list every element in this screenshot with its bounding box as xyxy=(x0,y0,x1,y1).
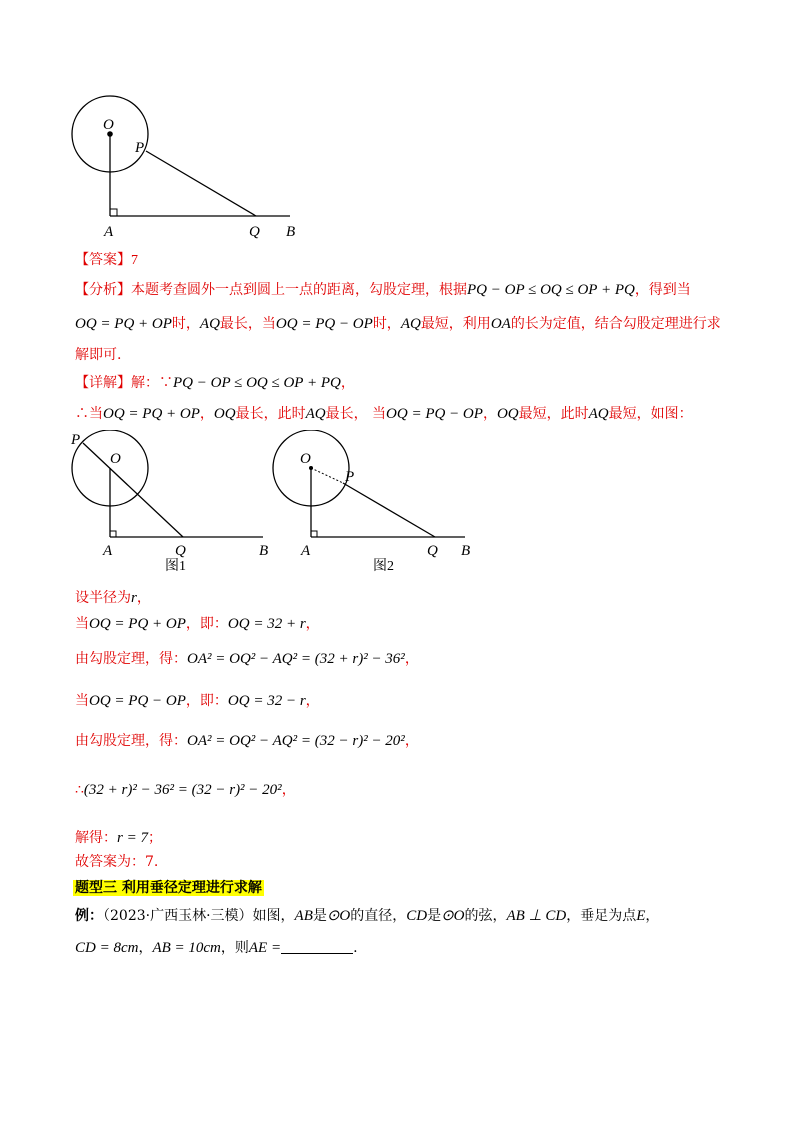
text: ∴当 xyxy=(75,406,103,422)
figure-top xyxy=(60,95,320,245)
math: E xyxy=(636,908,646,924)
answer-tag: 【答案】 xyxy=(75,252,131,268)
analysis-line-3: 解即可. xyxy=(75,347,122,363)
math: OQ = PQ + OP xyxy=(103,406,200,422)
solution-line-6 xyxy=(75,780,296,800)
label-q: Q xyxy=(427,543,438,559)
label-q: Q xyxy=(175,543,186,559)
analysis-line-2 xyxy=(75,314,721,334)
math: ⊙O xyxy=(326,908,351,924)
math: AB ⊥ CD xyxy=(506,908,567,924)
text: ，即： xyxy=(185,693,228,709)
math: CD = 8cm xyxy=(75,940,139,956)
label-o: O xyxy=(300,451,311,467)
text: ，垂足为点 xyxy=(566,908,637,924)
text: 最短，如图： xyxy=(608,406,693,422)
analysis-text: 本题考查圆外一点到圆上一点的距离，勾股定理，根据 xyxy=(131,282,467,298)
math: ⊙O xyxy=(441,908,465,924)
solution-line-2 xyxy=(75,614,320,634)
right-angle-mark xyxy=(110,531,116,537)
right-angle-mark xyxy=(311,531,317,537)
text: . xyxy=(353,940,358,956)
label-o: O xyxy=(110,451,121,467)
math: AQ xyxy=(305,406,326,422)
label-q: Q xyxy=(249,224,260,240)
label-b: B xyxy=(259,543,269,559)
label-p: P xyxy=(71,432,81,448)
example-label: 例： xyxy=(75,908,103,924)
text: ， xyxy=(199,406,214,422)
solution-line-4 xyxy=(75,691,320,711)
math: (32 + r)² − 36² = (32 − r)² − 20² xyxy=(83,782,282,798)
text: （2023·广西玉林·三模）如图， xyxy=(103,908,295,924)
example-line-1 xyxy=(75,906,659,926)
text: ， xyxy=(136,590,151,606)
figure-1 xyxy=(65,430,285,575)
math: CD xyxy=(406,908,428,924)
math: AQ xyxy=(199,316,220,332)
math: AB = 10cm xyxy=(152,940,221,956)
analysis-line-1 xyxy=(75,280,691,300)
text: 最短，利用 xyxy=(420,316,491,332)
caption: 图2 xyxy=(373,559,394,574)
math: OQ xyxy=(496,406,519,422)
math: OA xyxy=(490,316,511,332)
segment-op-dashed xyxy=(311,468,343,483)
caption: 图1 xyxy=(165,559,186,574)
label-a: A xyxy=(103,543,113,559)
text: 解：∵ xyxy=(131,375,173,391)
right-angle-mark xyxy=(110,209,117,216)
text: 当 xyxy=(75,693,89,709)
label-b: B xyxy=(461,543,471,559)
segment-pq xyxy=(343,483,435,537)
text: 最长， 当 xyxy=(325,406,387,422)
text: 时， xyxy=(171,316,200,332)
text: 最长，当 xyxy=(219,316,276,332)
text: 是 xyxy=(427,908,442,924)
text: ， xyxy=(645,908,660,924)
analysis-tag: 【分析】 xyxy=(75,282,131,298)
text: ，即： xyxy=(185,616,228,632)
label-p: P xyxy=(135,140,145,156)
math: AQ xyxy=(588,406,609,422)
detail-line-2 xyxy=(75,404,693,424)
text: ， xyxy=(281,782,296,798)
answer-value: 7 xyxy=(131,253,138,268)
math: PQ − OP ≤ OQ ≤ OP + PQ xyxy=(173,375,341,391)
text: 由勾股定理，得： xyxy=(75,733,187,749)
text: 由勾股定理，得： xyxy=(75,651,187,667)
text: 的直径， xyxy=(350,908,407,924)
text: 当 xyxy=(75,616,89,632)
text: ∴ xyxy=(75,782,84,798)
math: OQ = PQ + OP xyxy=(89,616,186,632)
solution-line-3 xyxy=(75,649,419,669)
math: r = 7 xyxy=(117,830,148,846)
text: 的长为定值，结合勾股定理进行求 xyxy=(510,316,721,332)
text: ， xyxy=(340,375,355,391)
math: OQ = 32 + r xyxy=(227,616,306,632)
text: ， xyxy=(305,616,320,632)
math: AB xyxy=(294,908,313,924)
text: ， xyxy=(305,693,320,709)
segment-pq xyxy=(146,151,256,216)
text: ， xyxy=(138,940,153,956)
label-a: A xyxy=(104,224,114,240)
text: 解得： xyxy=(75,830,117,846)
solution-line-7 xyxy=(75,828,162,848)
text: ， xyxy=(404,651,419,667)
math: OQ = PQ + OP xyxy=(75,316,172,332)
inequality: PQ − OP ≤ OQ ≤ OP + PQ xyxy=(467,282,635,298)
answer-blank[interactable] xyxy=(281,939,353,954)
math: OQ = PQ − OP xyxy=(89,693,186,709)
section-heading-text: 题型三 利用垂径定理进行求解 xyxy=(75,880,262,896)
figure-2 xyxy=(265,430,485,575)
text: ， xyxy=(482,406,497,422)
label-o: O xyxy=(103,117,114,133)
text: ，则 xyxy=(220,940,249,956)
section-heading xyxy=(73,878,264,898)
text: 的弦， xyxy=(464,908,507,924)
math: OQ = PQ − OP xyxy=(275,316,373,332)
label-p: P xyxy=(345,469,355,485)
text: 最长，此时 xyxy=(235,406,306,422)
math: OA² = OQ² − AQ² = (32 + r)² − 36² xyxy=(187,651,405,667)
segment-pq xyxy=(83,443,183,537)
math: OA² = OQ² − AQ² = (32 − r)² − 20² xyxy=(187,733,405,749)
text: 设半径为 xyxy=(75,590,131,606)
text: ； xyxy=(147,830,162,846)
example-line-2 xyxy=(75,938,358,958)
solution-line-8: 故答案为：7. xyxy=(75,854,159,870)
text: 最短，此时 xyxy=(518,406,589,422)
solution-line-5 xyxy=(75,731,419,751)
text: 是 xyxy=(312,908,327,924)
math: OQ = 32 − r xyxy=(227,693,306,709)
answer-line xyxy=(75,250,138,271)
detail-tag: 【详解】 xyxy=(75,375,131,391)
text: 时， xyxy=(372,316,401,332)
math: AQ xyxy=(400,316,421,332)
math: AE = xyxy=(248,940,282,956)
text: ， xyxy=(404,733,419,749)
math: OQ = PQ − OP xyxy=(386,406,483,422)
label-b: B xyxy=(286,224,296,240)
math: OQ xyxy=(213,406,236,422)
math: r xyxy=(131,590,137,606)
solution-line-1 xyxy=(75,588,151,608)
label-a: A xyxy=(301,543,311,559)
detail-line-1 xyxy=(75,373,355,393)
analysis-text: ，得到当 xyxy=(634,282,691,298)
